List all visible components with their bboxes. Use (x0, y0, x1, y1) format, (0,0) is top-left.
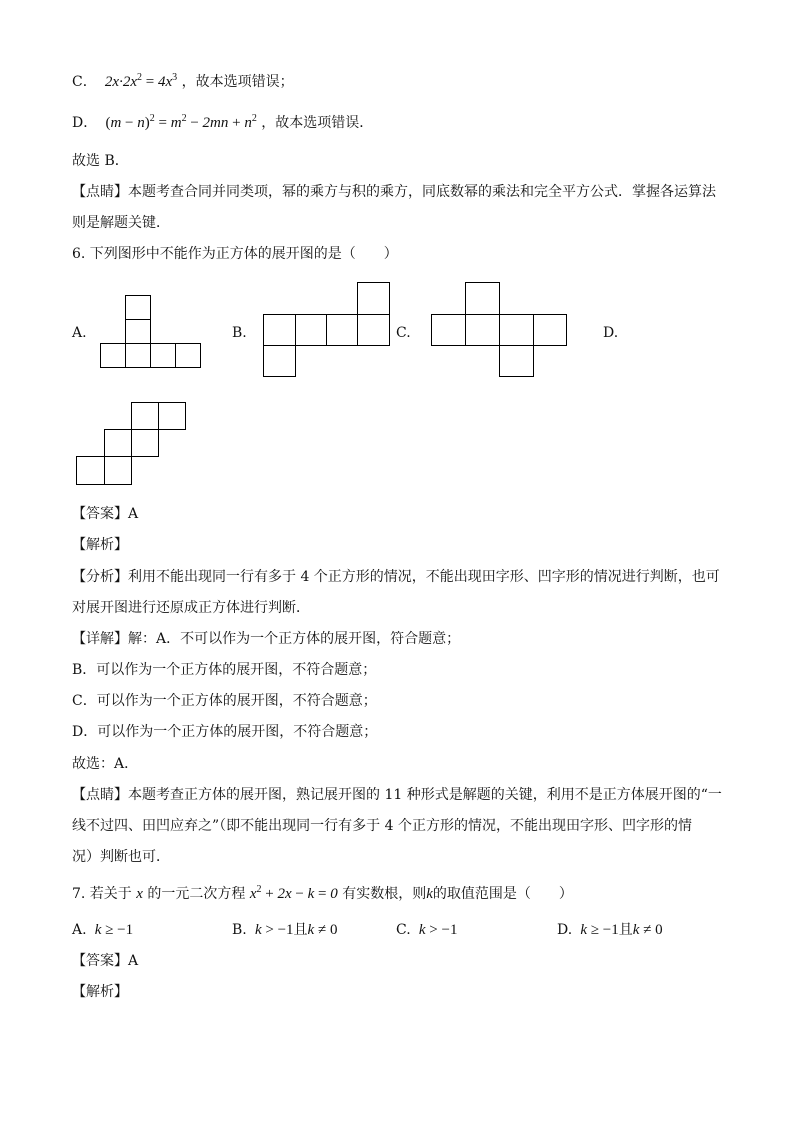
q7-option-b (232, 920, 337, 940)
question-7-stem (72, 884, 573, 904)
option-c-line (72, 72, 294, 92)
fenxi-tag: 【分析】 (72, 569, 128, 585)
q6-detail-a (72, 629, 460, 649)
q6-detail-c: C．可以作为一个正方体的展开图，不符合题意； (72, 693, 377, 709)
net-c-square (465, 314, 500, 346)
net-a-square (100, 343, 126, 368)
option-d-line (72, 113, 373, 133)
q7-cond: 有实数根，则 (342, 886, 427, 902)
net-a-square (125, 319, 151, 344)
q7-suffix: 的取值范围是（ ） (432, 886, 573, 902)
q6-option-c-label: C. (396, 325, 411, 341)
detail-a-text: 解：A．不可以作为一个正方体的展开图，符合题意； (128, 631, 461, 647)
q7-option-a (72, 920, 133, 940)
net-b-square (263, 345, 296, 377)
prev-comment-line2: 则是解题关键． (72, 215, 170, 231)
net-d-square (131, 402, 159, 430)
q7-var-x: x (136, 886, 143, 902)
q7-option-d (557, 920, 663, 940)
q6-option-a-label: A. (72, 325, 87, 341)
q7-option-d-label: D. (557, 922, 573, 938)
fenxi-text: 利用不能出现同一行有多于 4 个正方形的情况，不能出现田字形、凹字形的情况进行判断，也可 (128, 569, 720, 585)
q7-option-d-math2: k ≠ 0 (632, 922, 663, 938)
net-a-square (150, 343, 176, 368)
q6-fenxi-line2: 对展开图进行还原成正方体进行判断． (72, 600, 310, 616)
q7-option-d-and: 且 (618, 922, 633, 938)
net-b-square (357, 314, 390, 346)
q7-option-d-math1: k ≥ −1 (580, 922, 619, 938)
prev-choice: 故选 B． (72, 153, 129, 169)
q7-answer: 【答案】A (72, 953, 139, 969)
q7-option-b-and: 且 (293, 922, 308, 938)
detail-tag: 【详解】 (72, 631, 128, 647)
option-c-formula: $2x\cdot 2x^2 = 4x^3$ (101, 72, 178, 90)
net-c-square (533, 314, 567, 346)
q6-answer: 【答案】A (72, 506, 139, 522)
q7-option-b-math2: k ≠ 0 (307, 922, 338, 938)
q6-analysis-heading: 【解析】 (72, 537, 128, 553)
net-b-square (326, 314, 358, 346)
comment-text: 本题考查合同并同类项，幂的乘方与积的乘方，同底数幂的乘法和完全平方公式．掌握各运算法 (128, 184, 716, 200)
prev-comment-line1 (72, 182, 716, 202)
q7-option-c-label: C. (396, 922, 411, 938)
option-d-label: D． (72, 115, 98, 131)
net-b-square (263, 314, 296, 346)
net-d-square (76, 456, 105, 485)
net-d-square (131, 429, 159, 457)
q7-option-b-label: B. (232, 922, 247, 938)
option-c-label: C． (72, 74, 97, 90)
q6-choice: 故选：A． (72, 756, 139, 772)
q6-option-d-label: D. (603, 325, 619, 341)
q6-comment-line2: 线不过四、田凹应弃之”（即不能出现同一行有多于 4 个正方形的情况，不能出现田字形、凹字形的情 (72, 818, 692, 834)
question-6-stem: 6. 下列图形中不能作为正方体的展开图的是（ ） (72, 246, 398, 262)
q7-option-a-math: k ≥ −1 (94, 922, 134, 938)
net-c-square (431, 314, 466, 346)
option-d-conclusion: ，故本选项错误． (261, 115, 374, 131)
net-a-square (125, 295, 151, 320)
net-c-square (465, 282, 500, 315)
comment-tag: 【点睛】 (72, 787, 128, 803)
q7-option-a-label: A. (72, 922, 87, 938)
net-a-square (175, 343, 201, 368)
net-a-square (125, 343, 151, 368)
option-c-conclusion: ，故本选项错误； (181, 74, 294, 90)
net-d-square (158, 402, 186, 430)
q7-option-c (396, 920, 457, 940)
net-d-square (104, 429, 132, 457)
q6-option-b-label: B. (232, 325, 247, 341)
net-c-square (499, 314, 534, 346)
q7-mid: 的一元二次方程 (147, 886, 246, 902)
q7-equation: $x^2 + 2x - k = 0$ (249, 884, 338, 902)
option-d-formula: $(m - n)^2 = m^2 - 2mn + n^2$ (105, 113, 257, 131)
q6-comment-line1 (72, 785, 722, 805)
q7-analysis-heading: 【解析】 (72, 984, 128, 1000)
comment-text: 本题考查正方体的展开图，熟记展开图的 11 种形式是解题的关键，利用不是正方体展开图的“一 (128, 787, 722, 803)
net-c-square (499, 345, 534, 377)
comment-tag: 【点睛】 (72, 184, 128, 200)
net-b-square (357, 282, 390, 315)
q6-comment-line3: 况）判断也可． (72, 849, 170, 865)
net-b-square (295, 314, 327, 346)
q6-fenxi-line1 (72, 567, 720, 587)
net-d-square (104, 456, 132, 485)
q7-var-k: k (426, 886, 433, 902)
q7-prefix: 7. 若关于 (72, 886, 132, 902)
q7-option-c-math: k > −1 (418, 922, 458, 938)
q6-detail-b: B．可以作为一个正方体的展开图，不符合题意； (72, 662, 377, 678)
q7-option-b-math1: k > −1 (254, 922, 294, 938)
q6-detail-d: D．可以作为一个正方体的展开图，不符合题意； (72, 724, 378, 740)
